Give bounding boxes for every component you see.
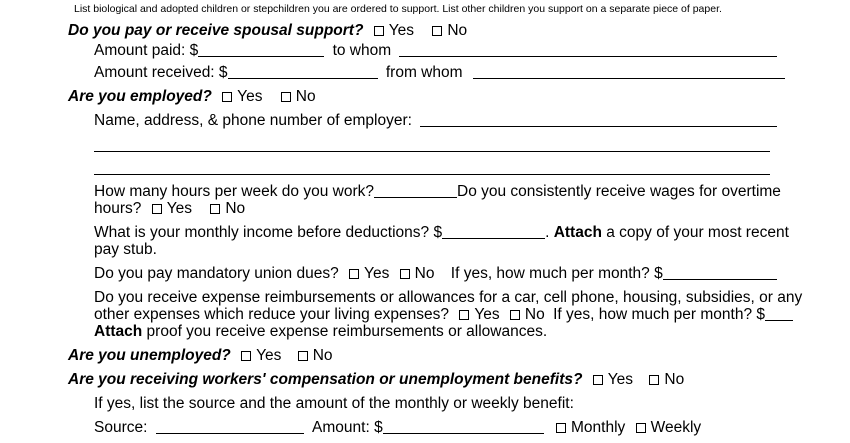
workers-comp-row bbox=[68, 371, 684, 389]
expense-yes-checkbox[interactable] bbox=[459, 310, 469, 320]
union-row bbox=[94, 265, 777, 283]
benefit-amount-label: Amount: $ bbox=[312, 419, 383, 436]
unemployed-question: Are you unemployed? bbox=[68, 347, 231, 364]
employer-field-line3[interactable] bbox=[94, 174, 770, 175]
hours-field[interactable] bbox=[374, 183, 457, 198]
monthly-checkbox[interactable] bbox=[556, 423, 566, 433]
hours-question: How many hours per week do you work? bbox=[94, 183, 374, 200]
union-no-checkbox[interactable] bbox=[400, 269, 410, 279]
to-whom-field[interactable] bbox=[399, 42, 777, 57]
unemployed-no-checkbox[interactable] bbox=[298, 351, 308, 361]
to-whom-label: to whom bbox=[332, 42, 392, 59]
benefit-source-row bbox=[94, 419, 701, 437]
expense-no-checkbox[interactable] bbox=[510, 310, 520, 320]
expense-no-label: No bbox=[524, 306, 545, 323]
union-question: Do you pay mandatory union dues? bbox=[94, 265, 339, 282]
pay-stub-text: pay stub. bbox=[94, 241, 157, 258]
attach-proof-text: proof you receive expense reimbursements or allowances. bbox=[146, 323, 548, 340]
workers-comp-no-label: No bbox=[664, 371, 685, 388]
expense-question: other expenses which reduce your living expenses? bbox=[94, 306, 449, 323]
union-yes-label: Yes bbox=[364, 265, 390, 282]
employer-row bbox=[94, 112, 777, 130]
employer-label: Name, address, & phone number of employer: bbox=[94, 112, 412, 129]
from-whom-field[interactable] bbox=[473, 64, 785, 79]
expense-line1: Do you receive expense reimbursements or allowances for a car, cell phone, housing, subsidies, or any bbox=[94, 289, 803, 306]
hours-row bbox=[94, 183, 781, 201]
amount-paid-field[interactable] bbox=[198, 42, 324, 57]
overtime-row bbox=[94, 200, 245, 218]
attach-label: Attach bbox=[553, 224, 602, 241]
employed-no-checkbox[interactable] bbox=[281, 92, 291, 102]
weekly-label: Weekly bbox=[650, 419, 702, 436]
spousal-yes-label: Yes bbox=[388, 22, 415, 39]
expense-how-much-label: If yes, how much per month? $ bbox=[553, 306, 765, 323]
overtime-hours-label: hours? bbox=[94, 200, 142, 217]
amount-received-field[interactable] bbox=[228, 64, 378, 79]
overtime-yes-label: Yes bbox=[166, 200, 193, 217]
benefit-list-label: If yes, list the source and the amount of the monthly or weekly benefit: bbox=[94, 395, 574, 412]
employed-no-label: No bbox=[295, 88, 316, 105]
employer-field-line2[interactable] bbox=[94, 151, 770, 152]
employer-field-line1[interactable] bbox=[420, 112, 777, 127]
spousal-no-checkbox[interactable] bbox=[432, 26, 442, 36]
spousal-no-label: No bbox=[447, 22, 468, 39]
from-whom-label: from whom bbox=[385, 64, 463, 81]
amount-paid-label: Amount paid: $ bbox=[94, 42, 199, 59]
spousal-support-row bbox=[68, 22, 467, 40]
source-field[interactable] bbox=[156, 419, 304, 434]
source-label: Source: bbox=[94, 419, 148, 436]
income-question: What is your monthly income before deductions? $ bbox=[94, 224, 443, 241]
amount-paid-row bbox=[94, 42, 777, 60]
unemployed-no-label: No bbox=[312, 347, 333, 364]
expense-row bbox=[94, 306, 793, 324]
amount-received-row bbox=[94, 64, 785, 82]
unemployed-row bbox=[68, 347, 333, 365]
spousal-yes-checkbox[interactable] bbox=[374, 26, 384, 36]
weekly-checkbox[interactable] bbox=[636, 423, 646, 433]
attach-rest-text: a copy of your most recent bbox=[606, 224, 789, 241]
attach-proof-row bbox=[94, 323, 547, 341]
unemployed-yes-label: Yes bbox=[256, 347, 282, 364]
employed-yes-label: Yes bbox=[237, 88, 263, 105]
union-no-label: No bbox=[414, 265, 435, 282]
employed-yes-checkbox[interactable] bbox=[222, 92, 232, 102]
overtime-yes-checkbox[interactable] bbox=[152, 204, 162, 214]
overtime-no-label: No bbox=[225, 200, 246, 217]
instruction-note: List biological and adopted children or stepchildren you are ordered to support. List other children you support on a separate piece of paper. bbox=[74, 3, 722, 15]
union-how-much-label: If yes, how much per month? $ bbox=[450, 265, 663, 282]
overtime-question: Do you consistently receive wages for overtime bbox=[457, 183, 781, 200]
workers-comp-yes-checkbox[interactable] bbox=[593, 375, 603, 385]
union-yes-checkbox[interactable] bbox=[349, 269, 359, 279]
spousal-support-question: Do you pay or receive spousal support? bbox=[68, 22, 364, 39]
amount-received-label: Amount received: $ bbox=[94, 64, 228, 81]
employed-row bbox=[68, 88, 316, 106]
union-dues-field[interactable] bbox=[663, 265, 777, 280]
attach-proof-label: Attach bbox=[94, 323, 143, 340]
benefit-amount-field[interactable] bbox=[383, 419, 544, 434]
monthly-label: Monthly bbox=[571, 419, 626, 436]
expense-amount-field[interactable] bbox=[765, 306, 793, 321]
overtime-no-checkbox[interactable] bbox=[210, 204, 220, 214]
workers-comp-question: Are you receiving workers' compensation or unemployment benefits? bbox=[68, 371, 583, 388]
expense-yes-label: Yes bbox=[474, 306, 500, 323]
workers-comp-yes-label: Yes bbox=[607, 371, 634, 388]
workers-comp-no-checkbox[interactable] bbox=[649, 375, 659, 385]
income-row: What is your monthly income before deductions? $ . Attach a copy of your most recent bbox=[94, 224, 789, 241]
unemployed-yes-checkbox[interactable] bbox=[241, 351, 251, 361]
employed-question: Are you employed? bbox=[68, 88, 212, 105]
income-field[interactable] bbox=[442, 224, 545, 239]
